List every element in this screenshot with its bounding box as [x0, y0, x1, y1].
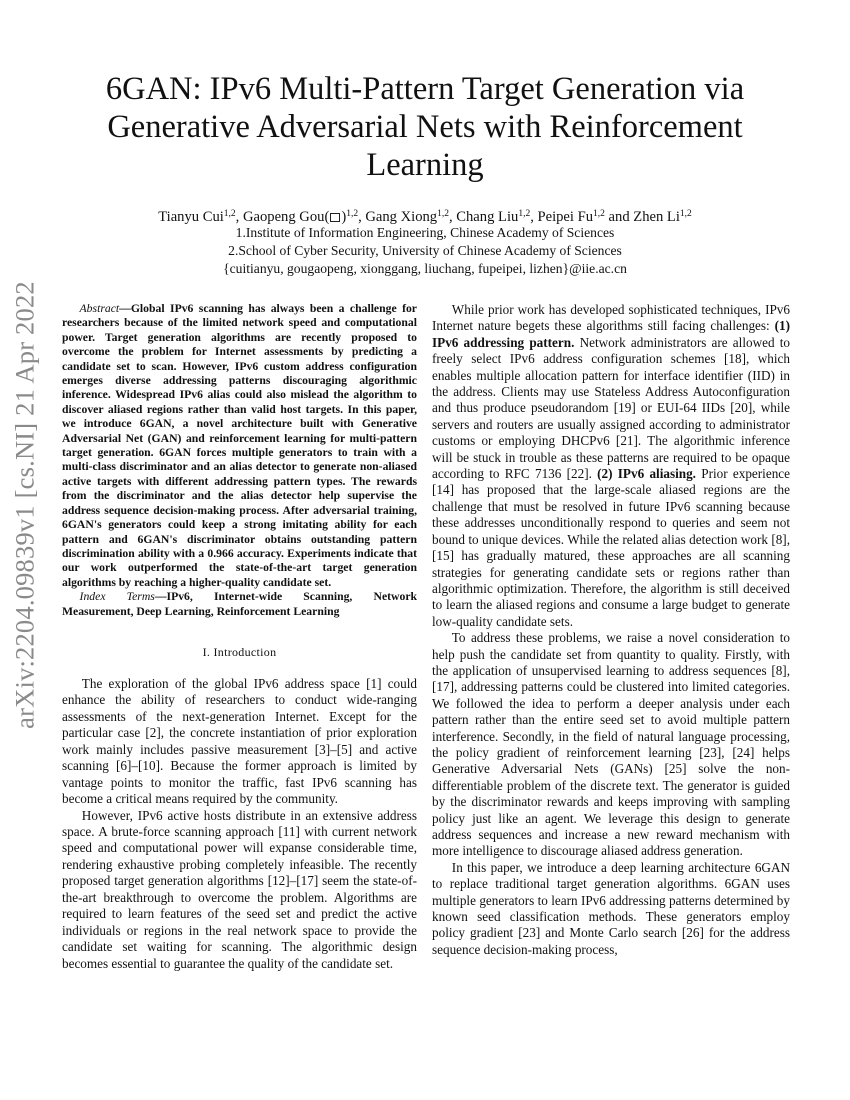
index-terms: —IPv6, Internet-wide Scanning, Network Measurement, Deep Learning, Reinforcement Learning [62, 590, 418, 618]
author-name: Zhen Li [633, 209, 680, 225]
author-affil-sup: 1,2 [437, 209, 449, 219]
author-list: Tianyu Cui$^{1,2}$, Gaopeng Gou( )$^{1,2}$, Gang Xiong$^{1,2}$, Chang Liu$^{1,2}$, Peipei Fu$^{1,2}$ and Zhen Li$^{1,2}$ [158, 209, 692, 225]
paragraph: However, IPv6 active hosts distribute in an extensive address space. A brute-force scanning approach [11] with current network speed and computational power will expanse considerable time, rendering exhaustive probing completely infeasible. The recently proposed target generation algorithms [12]–[17] seem the state-of-the-art breakthrough to overcome the problem. Algorithms are required to learn features of the seed set and predict the active individuals or regions in the real network space to provide the candidate set waiting for scanning. The algorithmic design becomes essential to guarantee the quality of the candidate set. [62, 807, 417, 971]
abstract-label: Abstract [79, 302, 120, 315]
section-heading-introduction: I. Introduction [202, 644, 277, 659]
bold-phrase: (1) IPv6 addressing pattern. [432, 318, 790, 350]
author-affil-sup: 1,2 [679, 209, 692, 219]
title-line-1: 6GAN: IPv6 Multi-Pattern Target Generation via [105, 71, 745, 107]
index-terms-label: Index Terms [79, 590, 155, 604]
intro-body [62, 676, 417, 972]
author-name: Peipei Fu [537, 209, 594, 225]
paragraph: To address these problems, we raise a novel consideration to help push the candidate set from quantity to quality. Firstly, with the application of unsupervised learning to address sequences [8], [17], addressing patterns could be clustered into limited categories. We followed the idea to perform a deeper analysis under each pattern rather than the entire seed set to avoid multiple pattern interference. Secondly, in the field of natural language processing, the policy gradient of reinforcement learning [23], [24] helps Generative Adversarial Nets (GANs) [25] solve the non-differentiable problem of the discrete text. The generator is guided by the discriminator rewards and keeps improving with sampling policy just like an agent. We leverage this design to generate address sequences and increase a new reward mechanism with more intelligence to discourage aliased address generation. [432, 630, 790, 859]
paragraph [432, 302, 790, 630]
title-line-2: Generative Adversarial Nets with Reinforcement [107, 109, 743, 145]
author-affil-sup: 1,2 [518, 209, 531, 219]
left-column [62, 302, 417, 972]
abstract-text: —Global IPv6 scanning has always been a challenge for researchers because of the limited network speed and computational power. Target generation algorithms are recently proposed to overcome the problem for Internet assessments by predicting a candidate set to scan. However, IPv6 custom address configuration emerges diverse addressing patterns discouraging algorithmic inference. Widespread IPv6 alias could also mislead the algorithm to discover aliased regions rather than valid host targets. In this paper, we introduce 6GAN, a novel architecture built with Generative Adversarial Net (GAN) and reinforcement learning for multi-pattern target generation. 6GAN forces multiple generators to train with a multi-class discriminator and an alias detector to generate non-aliased active targets with different addressing pattern types. The rewards from the discriminator and the alias detector help supervise the address sequence decision-making process. After adversarial training, 6GAN's generators could keep a strong imitating ability for each pattern and 6GAN's discriminator obtains outstanding pattern discrimination ability with a 0.966 accuracy. Experiments indicate that our work outperformed the state-of-the-art target generation algorithms by reaching a higher-quality candidate set. [62, 302, 417, 589]
paragraph: In this paper, we introduce a deep learning architecture 6GAN to replace traditional target generation algorithms. 6GAN uses multiple generators to learn IPv6 addressing patterns determined by known seed classification methods. These generators employ policy gradient [23] and Monte Carlo search [26] for the address sequence decision-making process, [432, 859, 790, 957]
paragraph-text: Network administrators are allowed to freely select IPv6 address configuration schemes [18], which enables multiple allocation pattern for interface identifier (IID) in the address. Clients may use Stateless Address Autoconfiguration and thus produce pseudorandom [19] or EUI-64 IIDs [20], while servers and routers are usually assigned according to administrator customs or employing DHCPv6 [21]. The algorithmic inference will be stuck in trouble as these patterns are required to be opaque according to RFC 7136 [22]. [432, 334, 790, 482]
author-name: Gang Xiong [365, 209, 438, 225]
author-name: Chang Liu [456, 209, 519, 225]
corresponding-mail-icon [330, 213, 340, 222]
author-affil-sup: 1,2 [346, 209, 359, 219]
affiliation-2: 2.School of Cyber Security, University of Chinese Academy of Sciences [228, 243, 622, 258]
paper-title [70, 70, 780, 184]
author-affil-sup: 1,2 [593, 209, 605, 219]
affiliation-1: 1.Institute of Information Engineering, Chinese Academy of Sciences [235, 225, 615, 240]
abstract [62, 302, 417, 619]
author-affil-sup: 1,2 [223, 209, 236, 219]
arxiv-identifier: arXiv:2204.09839v1 [cs.NI] 21 Apr 2022 [9, 281, 40, 729]
paragraph: The exploration of the global IPv6 address space [1] could enhance the ability of researchers to conduct wide-ranging assessments of the next-generation Internet. Except for the particular case [2], the concrete instantiation of prior exploration work mainly includes passive measurement [3]–[5] and active scanning [6]–[10]. Because the former approach is limited by vantage points to monitor the traffic, fast IPv6 scanning has become a critical means required by the community. [62, 675, 417, 807]
arxiv-sidebar [2, 281, 48, 729]
author-name: Tianyu Cui [158, 209, 224, 225]
bold-phrase: (2) IPv6 aliasing. [597, 466, 696, 482]
paragraph-text: While prior work has developed sophisticated techniques, IPv6 Internet nature begets these algorithms still facing challenges: [432, 302, 790, 334]
title-line-3: Learning [366, 147, 484, 183]
author-emails: {cuitianyu, gougaopeng, xionggang, liuchang, fupeipei, lizhen}@iie.ac.cn [223, 261, 627, 276]
paragraph-text: Prior experience [14] has proposed that the large-scale aliased regions are the challenge that must be resolved in future IPv6 scanning because these addresses unconditionally respond to queries and seem not bound to unique devices. While the related alias detection work [8], [15] has gradually matured, these approaches are all scanning strategies for generating candidate sets or regions rather than algorithmic optimization. Therefore, the algorithm is still deceived to learn the aliased regions and consume a large budget to generate low-quality candidate sets. [432, 466, 790, 629]
right-column [432, 302, 790, 958]
author-name: Gaopeng Gou [242, 209, 325, 225]
